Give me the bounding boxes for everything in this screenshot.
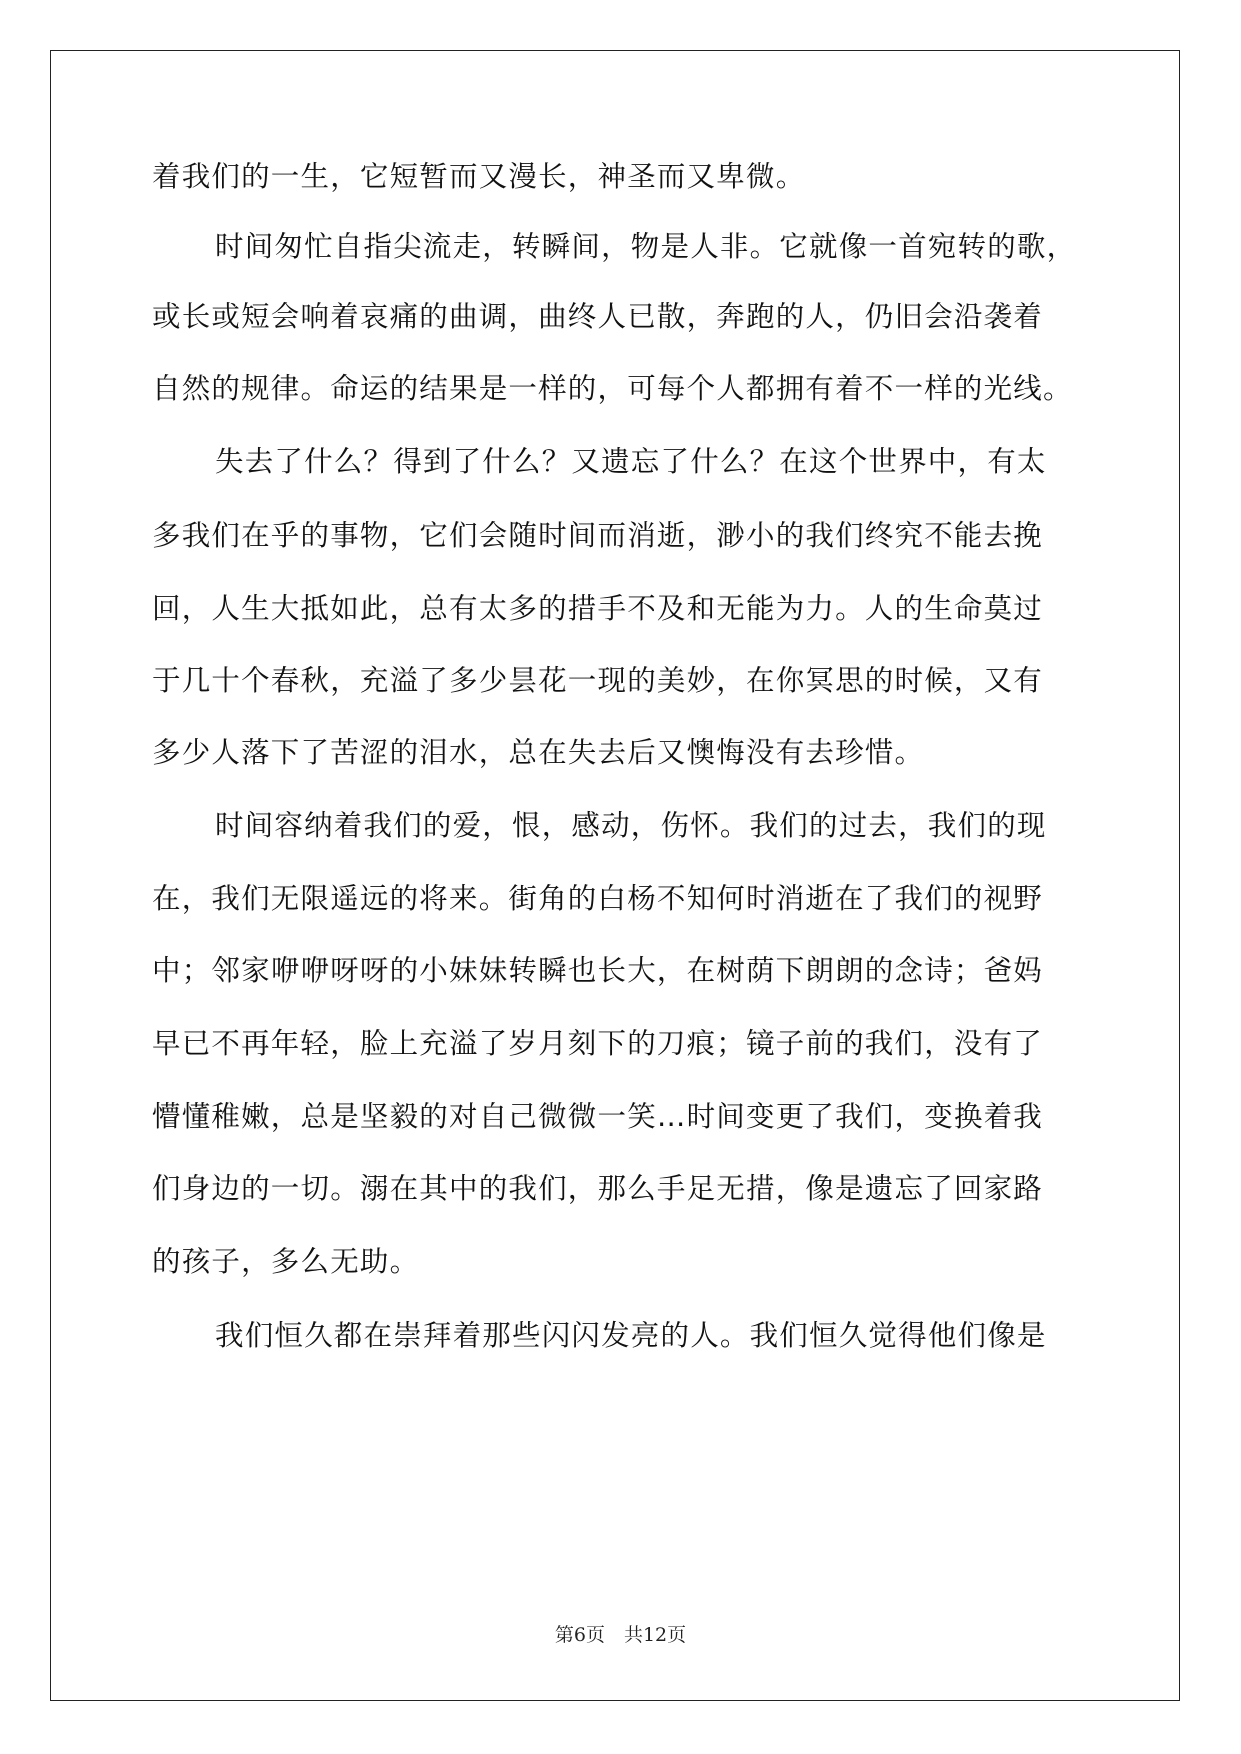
paragraph-first-line: 我们恒久都在崇拜着那些闪闪发亮的人。我们恒久觉得他们像是 xyxy=(215,1319,1047,1352)
text-line: 于几十个春秋，充溢了多少昙花一现的美妙，在你冥思的时候，又有 xyxy=(152,664,1044,697)
text-line: 着我们的一生，它短暂而又漫长，神圣而又卑微。 xyxy=(152,160,806,193)
text-line: 在，我们无限遥远的将来。街角的白杨不知何时消逝在了我们的视野 xyxy=(152,882,1044,915)
paragraph-first-line: 时间匆忙自指尖流走，转瞬间，物是人非。它就像一首宛转的歌， xyxy=(215,230,1077,263)
paragraph-first-line: 时间容纳着我们的爱，恨，感动，伤怀。我们的过去，我们的现 xyxy=(215,809,1047,842)
text-line: 早已不再年轻，脸上充溢了岁月刻下的刀痕；镜子前的我们，没有了 xyxy=(152,1027,1044,1060)
paragraph-first-line: 失去了什么？得到了什么？又遗忘了什么？在这个世界中，有太 xyxy=(215,445,1047,478)
text-line: 多少人落下了苦涩的泪水，总在失去后又懊悔没有去珍惜。 xyxy=(152,736,925,769)
text-line: 懵懂稚嫩，总是坚毅的对自己微微一笑…时间变更了我们，变换着我 xyxy=(152,1100,1044,1133)
text-line: 自然的规律。命运的结果是一样的，可每个人都拥有着不一样的光线。 xyxy=(152,372,1073,405)
text-line: 或长或短会响着哀痛的曲调，曲终人已散，奔跑的人，仍旧会沿袭着 xyxy=(152,300,1044,333)
text-line: 的孩子，多么无助。 xyxy=(152,1245,420,1278)
page-number-footer: 第6页 共12页 xyxy=(554,1624,687,1646)
text-line: 回，人生大抵如此，总有太多的措手不及和无能为力。人的生命莫过 xyxy=(152,592,1044,625)
text-line: 多我们在乎的事物，它们会随时间而消逝，渺小的我们终究不能去挽 xyxy=(152,519,1044,552)
text-line: 们身边的一切。溺在其中的我们，那么手足无措，像是遗忘了回家路 xyxy=(152,1172,1044,1205)
text-line: 中；邻家咿咿呀呀的小妹妹转瞬也长大，在树荫下朗朗的念诗；爸妈 xyxy=(152,954,1044,987)
